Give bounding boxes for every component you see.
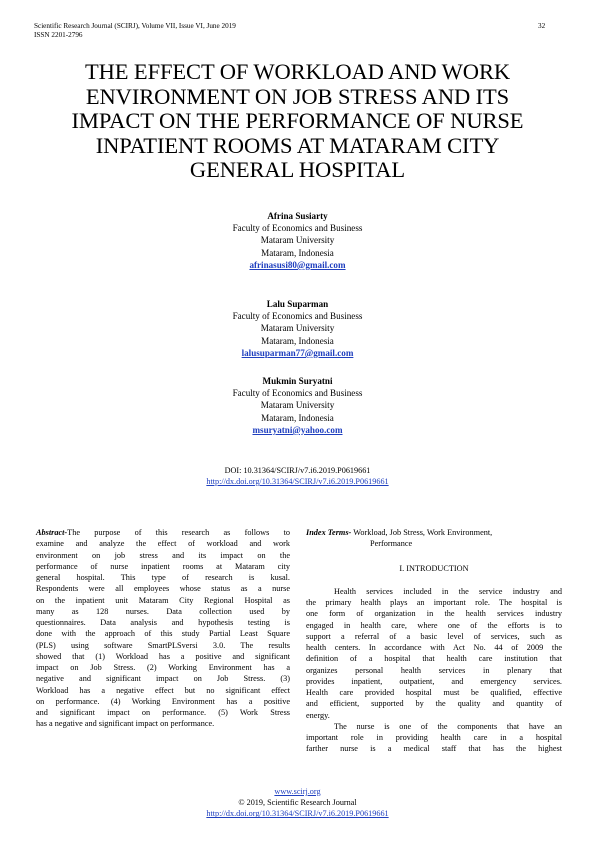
- abstract-line: impact on Job Stress. (2) Working Environment has a: [36, 663, 290, 672]
- intro-line: Health services included in the service industry and: [334, 586, 562, 596]
- intro-line: and efficient, supported by the quality and quantity of: [306, 699, 562, 709]
- author-faculty: Faculty of Economics and Business: [232, 311, 363, 322]
- abstract-line: Workload has a negative effect but no significant effect: [36, 685, 290, 695]
- intro-line: the primary health plays an important role. The hospital is: [306, 598, 562, 607]
- intro-line: engaged in health care, where one of the efforts is to: [306, 620, 562, 630]
- author-location: Mataram, Indonesia: [261, 335, 334, 346]
- intro-line: provides inpatient, outpatient, and emergency services.: [306, 676, 562, 686]
- author-email-link[interactable]: msuryatni@yahoo.com: [252, 424, 343, 435]
- footer-doi-link[interactable]: http://dx.doi.org/10.31364/SCIRJ/v7.i6.2019.P0619661: [206, 809, 389, 819]
- abstract-line: environment on job stress and its impact on the: [36, 550, 290, 560]
- journal-info: Scientific Research Journal (SCIRJ), Volume VII, Issue VI, June 2019: [34, 22, 236, 30]
- intro-line: one form of organization in the health services industry: [306, 609, 562, 619]
- abstract-line: done with the approach of this study Partial Least Square: [36, 629, 290, 639]
- intro-line: health centers. In accordance with Act No. 44 of 2009 the: [306, 643, 562, 652]
- index-terms-label: Index Terms-: [306, 528, 352, 537]
- abstract-label: Abstract-: [36, 528, 68, 537]
- abstract-line: on performance. (4) Working Environment has a positive: [36, 696, 290, 706]
- title-line: IMPACT ON THE PERFORMANCE OF NURSE: [71, 108, 524, 134]
- intro-line: important role in providing health care in a hospital: [306, 733, 562, 742]
- abstract-line: has a negative and significant impact on performance.: [36, 719, 215, 729]
- doi-link[interactable]: http://dx.doi.org/10.31364/SCIRJ/v7.i6.2019.P0619661: [206, 477, 389, 486]
- abstract-line: performance of nurse inpatient rooms at Mataram city: [36, 561, 290, 571]
- abstract-line: showed that (1) Workload has a positive and significant: [36, 651, 290, 661]
- author-name: Lalu Suparman: [266, 299, 329, 309]
- title-line: THE EFFECT OF WORKLOAD AND WORK: [84, 59, 511, 84]
- author-email-link[interactable]: afrinasusi80@gmail.com: [249, 259, 346, 270]
- abstract-line: many as 128 nurses. Data collection used by: [36, 606, 290, 616]
- title-line: GENERAL HOSPITAL: [189, 157, 406, 183]
- author-faculty: Faculty of Economics and Business: [232, 388, 363, 399]
- author-name: Afrina Susiarty: [267, 211, 328, 221]
- abstract-line: Abstract-The purpose of this research as follows to: [36, 528, 290, 537]
- title-line: ENVIRONMENT ON JOB STRESS AND ITS: [85, 83, 510, 109]
- index-terms-continued: Performance: [370, 539, 413, 549]
- abstract-line: (PLS) using software SmartPLSversi 3.0. The results: [36, 640, 290, 650]
- paper-title: [50, 60, 545, 183]
- title-line: INPATIENT ROOMS AT MATARAM CITY: [95, 132, 500, 158]
- author-block-1: [150, 210, 445, 271]
- abstract-line: examine and analyze the effect of workload and work: [36, 539, 290, 549]
- doi-text: DOI: 10.31364/SCIRJ/v7.i6.2019.P0619661: [224, 466, 371, 475]
- page-footer: [150, 786, 445, 820]
- site-link[interactable]: www.scirj.org: [274, 787, 321, 796]
- intro-line: support a referral of a basic level of services, such as: [306, 631, 562, 641]
- abstract-line: on the inpatient unit Mataram City Regional Hospital as: [36, 595, 290, 605]
- author-faculty: Faculty of Economics and Business: [232, 223, 363, 234]
- author-email-link[interactable]: lalusuparman77@gmail.com: [241, 347, 354, 358]
- intro-line: The nurse is one of the components that have an: [334, 721, 562, 731]
- index-terms: Index Terms- Workload, Job Stress, Work Environment,: [306, 528, 493, 537]
- author-block-3: [150, 375, 445, 436]
- abstract-line: negative and significant impact on Job Stress. (3): [36, 674, 290, 684]
- author-university: Mataram University: [260, 235, 335, 246]
- issn: ISSN 2201-2796: [34, 31, 83, 40]
- abstract-line: general hospital. This type of research is kusal.: [36, 573, 290, 582]
- right-column: [306, 527, 562, 755]
- section-heading-introduction: I. INTRODUCTION: [399, 563, 469, 573]
- abstract-line: Respondents were all employees whose status as a nurse: [36, 584, 290, 594]
- copyright: © 2019, Scientific Research Journal: [238, 798, 357, 808]
- author-university: Mataram University: [260, 400, 335, 411]
- author-block-2: [150, 298, 445, 359]
- page-number: 32: [538, 22, 546, 30]
- abstract: [36, 527, 290, 730]
- abstract-line: questionnaires. Data analysis and hypothesis testing is: [36, 618, 290, 627]
- doi-block: [100, 465, 495, 487]
- author-name: Mukmin Suryatni: [262, 376, 333, 386]
- intro-line: energy.: [306, 710, 330, 720]
- author-location: Mataram, Indonesia: [261, 412, 334, 423]
- intro-line: organizes personal health services in plenary that: [306, 665, 562, 675]
- running-header: [34, 22, 236, 41]
- intro-line: farther nurse is a medical staff that has the highest: [306, 744, 562, 754]
- author-university: Mataram University: [260, 323, 335, 334]
- abstract-line: and significant impact on performance. (5) Work Stress: [36, 708, 290, 717]
- intro-line: definition of a hospital that health care institution that: [306, 654, 562, 664]
- author-location: Mataram, Indonesia: [261, 247, 334, 258]
- intro-line: Health care provided hospital must be qualified, effective: [306, 688, 562, 697]
